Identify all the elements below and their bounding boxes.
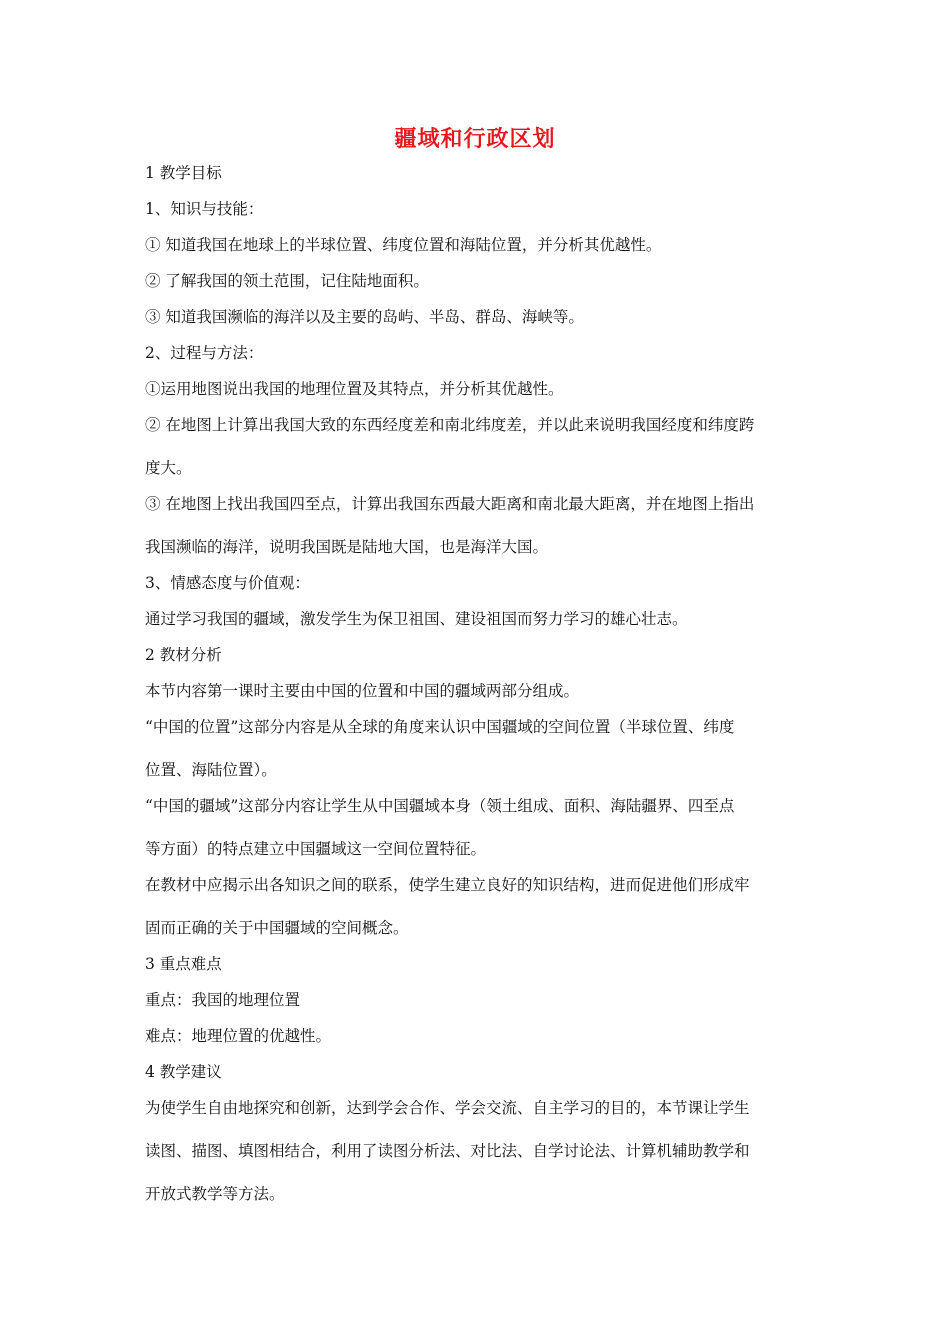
subheading-knowledge-skills: 1、知识与技能：	[145, 200, 264, 218]
paragraph-line: ①运用地图说出我国的地理位置及其特点，并分析其优越性。	[145, 380, 564, 398]
paragraph-line: ③ 在地图上找出我国四至点，计算出我国东西最大距离和南北最大距离，并在地图上指出	[145, 495, 755, 513]
paragraph-line: 本节内容第一课时主要由中国的位置和中国的疆域两部分组成。	[145, 682, 580, 700]
paragraph-line: 难点：地理位置的优越性。	[145, 1027, 332, 1045]
paragraph-line: ② 了解我国的领土范围，记住陆地面积。	[145, 272, 429, 290]
section-heading-analysis: 2 教材分析	[145, 646, 222, 664]
paragraph-line: ② 在地图上计算出我国大致的东西经度差和南北纬度差，并以此来说明我国经度和纬度跨	[145, 416, 755, 434]
document-body	[145, 163, 810, 1220]
paragraph-line: 位置、海陆位置）。	[145, 761, 277, 779]
paragraph-line: 重点：我国的地理位置	[145, 991, 301, 1009]
section-heading-key-points: 3 重点难点	[145, 955, 222, 973]
subheading-attitude-values: 3、情感态度与价值观：	[145, 574, 310, 592]
subheading-process-methods: 2、过程与方法：	[145, 344, 264, 362]
section-heading-objectives: 1 教学目标	[145, 164, 222, 182]
paragraph-line: 我国濒临的海洋，说明我国既是陆地大国，也是海洋大国。	[145, 538, 549, 556]
paragraph-line: “中国的疆域”这部分内容让学生从中国疆域本身（领土组成、面积、海陆疆界、四至点	[145, 797, 735, 815]
paragraph-line: 等方面）的特点建立中国疆域这一空间位置特征。	[145, 840, 487, 858]
paragraph-line: ① 知道我国在地球上的半球位置、纬度位置和海陆位置，并分析其优越性。	[145, 236, 662, 254]
paragraph-line: 读图、描图、填图相结合，利用了读图分析法、对比法、自学讨论法、计算机辅助教学和	[145, 1142, 750, 1160]
paragraph-line: 在教材中应揭示出各知识之间的联系，使学生建立良好的知识结构，进而促进他们形成牢	[145, 876, 750, 894]
section-heading-suggestions: 4 教学建议	[145, 1063, 222, 1081]
paragraph-line: “中国的位置”这部分内容是从全球的角度来认识中国疆域的空间位置（半球位置、纬度	[145, 718, 735, 736]
paragraph-line: ③ 知道我国濒临的海洋以及主要的岛屿、半岛、群岛、海峡等。	[145, 308, 584, 326]
paragraph-line: 通过学习我国的疆域，激发学生为保卫祖国、建设祖国而努力学习的雄心壮志。	[145, 610, 688, 628]
paragraph-line: 开放式教学等方法。	[145, 1185, 285, 1203]
paragraph-line: 为使学生自由地探究和创新，达到学会合作、学会交流、自主学习的目的，本节课让学生	[145, 1099, 750, 1117]
paragraph-line: 固而正确的关于中国疆域的空间概念。	[145, 919, 409, 937]
document-title: 疆域和行政区划	[394, 127, 556, 152]
paragraph-line: 度大。	[145, 459, 192, 477]
